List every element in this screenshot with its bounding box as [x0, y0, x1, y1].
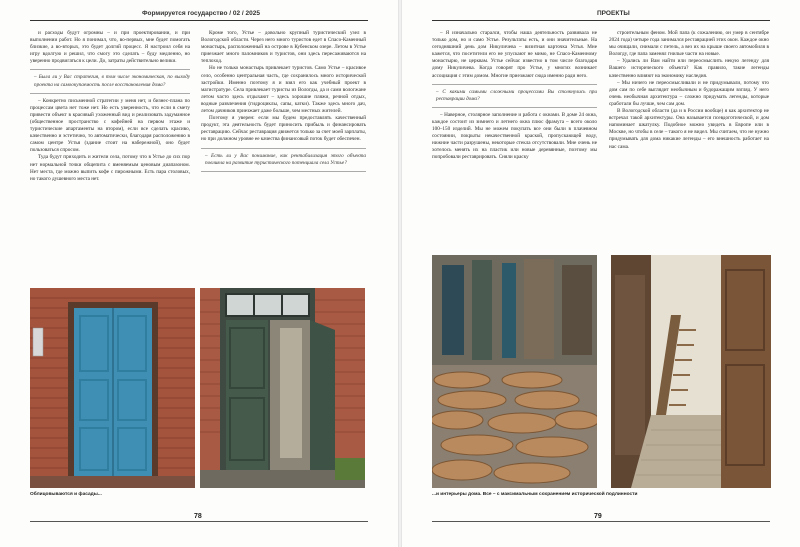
article-paragraph: Кроме того, Устье – довольно крупный туристический узел в Вологодской области. Через него много туристов едет в Спасо-Каменный монастырь, расположенный на острове в Кубенском озере. Летом в Устье приезжает много паломников и туристов, они здесь пересаживаются на теплоход. [201, 30, 366, 65]
left-page [0, 0, 398, 547]
left-column-2 [201, 30, 366, 176]
article-paragraph: Туда будут приходить и жители села, потому что в Устье до сих пор нет нормальной точки общепита с вменяемым ценовым диапазоном. Нет места, где можно выпить кофе с пирожными. Есть пара столовых, но такого душевного места нет. [30, 154, 190, 182]
photo-wooden-balusters [432, 255, 597, 488]
right-page [402, 0, 800, 547]
photo-green-door [200, 288, 365, 488]
left-photo-caption: Облицовываются и фасады... [30, 492, 102, 497]
left-running-header [30, 9, 368, 21]
article-paragraph: Поэтому я уверен: если мы будем предоставлять качественный продукт, эта деятельность будет приносить прибыль и финансировать реставрацию. Сейчас реставрация движется только за счет моей зарплаты, но при должном уровне ее качества финансовый поток будет обеспечен. [201, 115, 366, 143]
right-footer-rule [432, 521, 770, 522]
left-footer-rule [30, 521, 368, 522]
photo-blue-door [30, 288, 195, 488]
right-header-text: ПРОЕКТЫ [597, 10, 630, 17]
interview-question: – Была ли у Вас стратегия, в том числе экономическая, по выходу проекта на самоокупаемость после восстановления дома? [30, 69, 190, 93]
article-paragraph: строительным феном. Мой папа (к сожалению, он умер в сентябре 2024 года) четыре года занимался реставрацией этих окон. Каждое окно мы очищали, снимали с петель, а вез их на крыше своего автомобиля в Вологду, где папа заменял гнилые части на новые. [609, 30, 769, 58]
right-column-2 [609, 30, 769, 151]
photo-staircase [611, 255, 771, 488]
article-paragraph: – Конкретно письменной стратегии у меня нет, и бизнес-плана по процессам цвета нет тоже нет. Но есть уверенность, что если в смету привести объект в красивый ухоженный вид и реализовать задуманное (общественное пространство с кофейней на первом этаже и туристические апартаменты на втором), если все сделать красиво, качественно и эстетично, то автоматически, благодаря расположению в самом центре Устья (здание стоит на набережной), оно будет пользоваться спросом. [30, 97, 190, 154]
article-paragraph: В Вологодской области (да и в России вообще) я как архитектор не встречал такой архитектуры. Она называется псевдоготической, и дом напоминает шкатулку. Подобное можно увидеть в Европе или в Москве, но чтобы в селе – такого я не видел. Мы считаем, что не нужно придумывать для дома никакие легенды – его внешность работает на нас сама. [609, 108, 769, 150]
article-paragraph: Но не только монастырь привлекает туристов. Само Устье – красивое село, особенно центральная часть, где сохранилось много исторической застройки. Именно поэтому я и взял его как учебный проект в магистратуре. Села привлекает туристы из Вологды, да и сами вологжане летом часто здесь отдыхают – здесь хорошие пляжи, речной отдых, водные развлечения (гидроциклы, сапы, катки). Также здесь много дач, летом дачников приезжает даже больше, чем местных жителей. [201, 65, 366, 115]
article-paragraph: и расходы будут огромны – и при проектировании, и при выполнении работ. Но я понимал, что, во-первых, мне будет помогать близкие, а во-вторых, это будет долгий процесс. Я настроил себя на игру вдолгую и решил, что смогу это сделать – буду медленно, но уверенно продвигаться к цели. До, затраты действительно велики. [30, 30, 190, 65]
interview-question: – С какими самыми сложными процессами Вы столкнулись при реставрации дома? [432, 84, 597, 108]
interview-question: – Есть ли у Вас понимание, как рентабилизация этого объекта повлияла на развитие туристического потенциала села Устье? [201, 148, 366, 172]
right-column-1 [432, 30, 597, 162]
article-paragraph: – Наверное, столярное заполнение и работа с окнами. В доме 24 окна, каждое состоит из зимнего и летнего окна плюс фрамуга – всего около 100–150 изделий. Мы не можем покупать все они были в плачевном состоянии, покрыты некачественной краской, пропускающей воду, нижние части разрушены, некоторые стекла отсутствовали. Мне очень не хотелось менять их на пластик или новые деревянные, поэтому мы попробовали реставрировать. Сняли краску [432, 111, 597, 161]
article-paragraph: – Я изначально старался, чтобы наша деятельность развивала не только дом, но и само Устье. Результаты есть, и они значительные. На сегодняшний день дом Никуличева – визитная карточка Устья. Мне кажется, что посетители его не упускают не мимо, не Спасо-Каменному монастырю, не церквам. Устье сейчас известно в том числе благодаря дому Никуличева. Когда говорят про Устье, у многих возникает ассоциация с этим домом. Многие приезжают сюда именно ради него. [432, 30, 597, 79]
right-photo-caption: ...и интерьеры дома. Все – с максимальным сохранением исторической подлинности [432, 492, 638, 497]
right-running-header [432, 9, 770, 21]
left-column-1 [30, 30, 190, 183]
left-page-number: 78 [194, 513, 202, 520]
right-page-number: 79 [594, 513, 602, 520]
article-paragraph: – Удались ли Вам найти или переосмыслить некую легенду для Вашего исторического объекта? Как правило, такие легенды качественно влияют на экономику наследия. [609, 58, 769, 79]
left-header-text: Формируется государство / 02 / 2025 [142, 10, 260, 17]
article-paragraph: – Мы ничего не переосмысливали и не придумывали, потому что дом сам по себе выглядит необычным и будоражащим взгляд. У него очень необычная архитектура – сложно придумать легенды, которые сработали бы лучше, чем сам дом. [609, 79, 769, 107]
